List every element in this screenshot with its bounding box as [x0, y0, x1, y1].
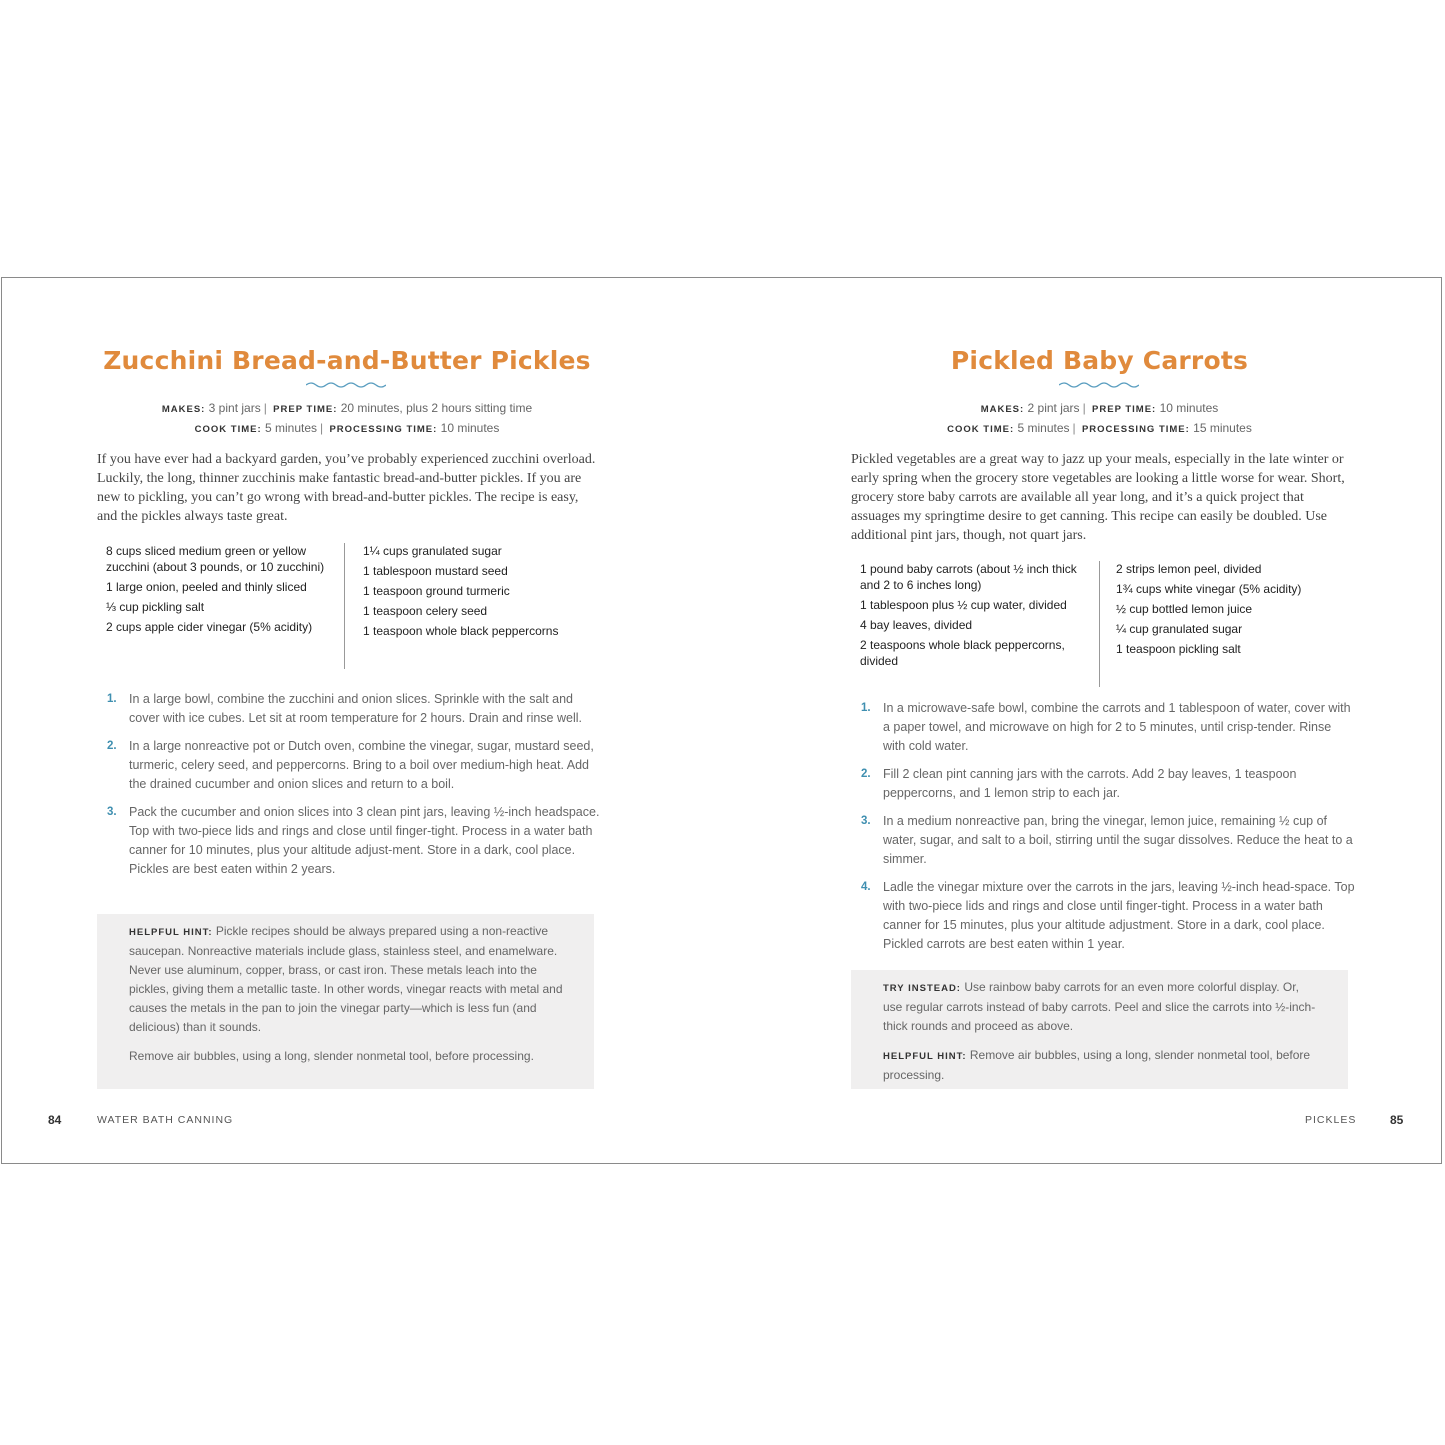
- cook-label: COOK TIME:: [194, 424, 262, 435]
- recipe-meta: MAKES: 2 pint jars | PREP TIME: 10 minutes COOK TIME: 5 minutes | PROCESSING TIME: 15 minutes: [947, 401, 1252, 435]
- prep-label: PREP TIME:: [1092, 404, 1157, 415]
- ingredients-column-1: [106, 543, 338, 639]
- prep-label: PREP TIME:: [273, 404, 338, 415]
- makes-label: MAKES:: [980, 404, 1025, 415]
- step-number: 1.: [107, 693, 117, 705]
- step-text: In a microwave-safe bowl, combine the carrots and 1 tablespoon of water, cover with a paper towel, and microwave on high for 2 to 5 minutes, until crisp-tender. Rinse with cold water.: [883, 701, 1351, 753]
- processing-label: PROCESSING TIME:: [329, 424, 438, 435]
- step-item: [851, 765, 1355, 803]
- prep-value: 20 minutes, plus 2 hours sitting time: [340, 401, 533, 415]
- cook-label: COOK TIME:: [947, 424, 1015, 435]
- step-number: 3.: [107, 806, 117, 818]
- page-number: 85: [1390, 1113, 1404, 1127]
- processing-value: 15 minutes: [1193, 421, 1252, 435]
- step-text: Ladle the vinegar mixture over the carrots in the jars, leaving ½-inch head-space. Top with two-piece lids and rings and close until finger-tight. Process in a water bath canner for 15 minutes, plus your altitude adjustment. Store in a dark, cool place. Pickled carrots are best eaten within 1 year.: [883, 880, 1355, 951]
- page-number: 84: [48, 1113, 62, 1127]
- step-item: [97, 690, 602, 728]
- step-text: Fill 2 clean pint canning jars with the carrots. Add 2 bay leaves, 1 teaspoon peppercorns, and 1 lemon strip to each jar.: [883, 767, 1297, 800]
- makes-label: MAKES:: [161, 404, 206, 415]
- cook-value: 5 minutes: [1017, 421, 1070, 435]
- wave-divider-icon: [306, 380, 386, 390]
- helpful-hint-box: [97, 914, 594, 1089]
- cook-value: 5 minutes: [264, 421, 317, 435]
- ingredient-item: 1 teaspoon whole black peppercorns: [363, 624, 559, 638]
- running-footer: WATER BATH CANNING: [97, 1114, 234, 1126]
- recipe-steps: [851, 699, 1355, 963]
- wave-divider-icon: [1059, 380, 1139, 390]
- step-number: 4.: [861, 881, 871, 893]
- right-page: [722, 278, 1442, 1163]
- column-divider: [344, 543, 345, 669]
- ingredients-list: [106, 543, 606, 669]
- recipe-intro: If you have ever had a backyard garden, you’ve probably experienced zucchini overload. Luckily, the long, thinner zucchinis make fantastic bread-and-butter pickles. If you are new to pickling, you can’t go wrong with bread-and-butter pickles. The recipe is easy, and the pickles always taste great.: [97, 452, 596, 524]
- step-number: 2.: [861, 768, 871, 780]
- hint-label: HELPFUL HINT:: [883, 1051, 967, 1062]
- step-text: In a large bowl, combine the zucchini and onion slices. Sprinkle with the salt and cover with ice cubes. Let sit at room temperature for 2 hours. Drain and rinse well.: [129, 692, 582, 725]
- hint-text: Pickle recipes should be always prepared using a non-reactive saucepan. Nonreactive materials include glass, stainless steel, and enamelware. Never use aluminum, copper, brass, or cast iron. These metals leach into the pickles, giving them a metallic taste. In other words, vinegar reacts with metal and causes the metals in the pan to join the vinegar party—which is less fun (and delicious) than it sounds.: [129, 924, 563, 1034]
- step-text: Pack the cucumber and onion slices into 3 clean pint jars, leaving ½-inch headspace. Top with two-piece lids and rings and close until finger-tight. Process in a water bath canner for 10 minutes, plus your altitude adjust-ment. Store in a dark, cool place. Pickles are best eaten within 2 years.: [129, 805, 600, 876]
- ingredient-item: 2 strips lemon peel, divided: [1116, 562, 1262, 576]
- step-item: [851, 699, 1355, 756]
- ingredient-item: ⅓ cup pickling salt: [106, 600, 205, 614]
- ingredient-item: 1¼ cups granulated sugar: [363, 544, 502, 558]
- ingredient-item: 1¾ cups white vinegar (5% acidity): [1116, 582, 1302, 596]
- recipe-steps: [97, 690, 602, 888]
- running-footer: PICKLES: [1305, 1114, 1357, 1126]
- prep-value: 10 minutes: [1159, 401, 1219, 415]
- step-number: 2.: [107, 740, 117, 752]
- step-text: In a medium nonreactive pan, bring the vinegar, lemon juice, remaining ½ cup of water, sugar, and salt to a boil, stirring until the sugar dissolves. Reduce the heat to a simmer.: [883, 814, 1353, 866]
- ingredient-item: 2 cups apple cider vinegar (5% acidity): [106, 620, 313, 634]
- hint-text: Remove air bubbles, using a long, slender nonmetal tool, before processing.: [883, 1048, 1311, 1082]
- step-number: 3.: [861, 815, 871, 827]
- step-item: [851, 812, 1355, 869]
- makes-value: 2 pint jars: [1027, 401, 1080, 415]
- step-number: 1.: [861, 702, 871, 714]
- ingredient-item: 1 teaspoon ground turmeric: [363, 584, 510, 598]
- recipe-title: Pickled Baby Carrots: [950, 346, 1249, 375]
- try-text: Use rainbow baby carrots for an even more colorful display. Or, use regular carrots instead of baby carrots. Peel and slice the carrots into ½-inch-thick rounds and proceed as above.: [883, 980, 1316, 1033]
- ingredient-item: ¼ cup granulated sugar: [1116, 622, 1243, 636]
- makes-value: 3 pint jars: [208, 401, 261, 415]
- ingredient-item: 1 teaspoon pickling salt: [1116, 642, 1241, 656]
- processing-value: 10 minutes: [440, 421, 500, 435]
- ingredient-item: 8 cups sliced medium green or yellow zucchini (about 3 pounds, or 10 zucchini): [106, 544, 325, 574]
- ingredient-item: ½ cup bottled lemon juice: [1116, 602, 1253, 616]
- ingredient-item: 2 teaspoons whole black peppercorns, divided: [860, 638, 1065, 668]
- column-divider: [1099, 561, 1100, 687]
- step-text: In a large nonreactive pot or Dutch oven, combine the vinegar, sugar, mustard seed, turmeric, celery seed, and peppercorns. Bring to a boil over medium-high heat. Add the drained cucumber and onion slices and return to a boil.: [129, 739, 594, 791]
- step-item: [97, 737, 602, 794]
- step-item: [97, 803, 602, 879]
- ingredient-item: 1 pound baby carrots (about ½ inch thick and 2 to 6 inches long): [860, 562, 1077, 592]
- recipe-intro: Pickled vegetables are a great way to jazz up your meals, especially in the late winter or early spring when the grocery store vegetables are looking a little worse for wear. Short, grocery store baby carrots are available all year long, and it’s a quick project that assuages my springtime desire to get canning. This recipe can easily be doubled. Use additional pint jars, though, not quart jars.: [851, 452, 1345, 543]
- recipe-meta: MAKES: 3 pint jars | PREP TIME: 20 minutes, plus 2 hours sitting time COOK TIME: 5 minutes | PROCESSING TIME: 10 minutes: [161, 401, 533, 435]
- recipe-title: Zucchini Bread-and-Butter Pickles: [103, 346, 591, 375]
- try-instead-box: [851, 970, 1348, 1089]
- ingredient-item: 1 tablespoon mustard seed: [363, 564, 508, 578]
- ingredient-item: 1 teaspoon celery seed: [363, 604, 488, 618]
- book-spread: [1, 277, 1442, 1164]
- left-page: [2, 278, 722, 1163]
- ingredients-column-2: [1116, 561, 1356, 661]
- hint-text-2: Remove air bubbles, using a long, slender nonmetal tool, before processing.: [129, 1049, 534, 1063]
- step-item: [851, 878, 1355, 954]
- ingredients-column-1: [860, 561, 1090, 673]
- processing-label: PROCESSING TIME:: [1081, 424, 1190, 435]
- ingredient-item: 1 tablespoon plus ½ cup water, divided: [860, 598, 1067, 612]
- ingredients-list: [860, 561, 1360, 687]
- ingredients-column-2: [363, 543, 603, 643]
- ingredient-item: 4 bay leaves, divided: [860, 618, 973, 632]
- hint-label: HELPFUL HINT:: [129, 927, 213, 938]
- try-label: TRY INSTEAD:: [883, 983, 961, 994]
- ingredient-item: 1 large onion, peeled and thinly sliced: [106, 580, 307, 594]
